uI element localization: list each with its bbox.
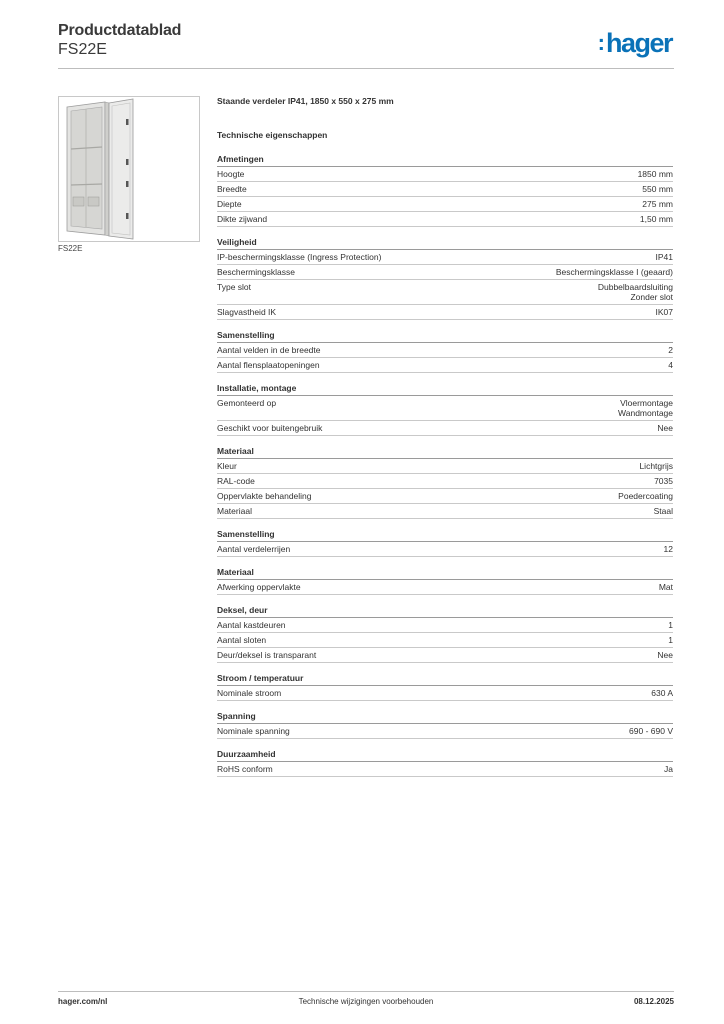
property-section bbox=[217, 749, 673, 777]
property-row bbox=[217, 280, 673, 305]
section-title: Afmetingen bbox=[217, 154, 673, 167]
property-row bbox=[217, 197, 673, 212]
property-row bbox=[217, 421, 673, 436]
property-label: Geschikt voor buitengebruik bbox=[217, 423, 323, 433]
header-divider bbox=[58, 68, 674, 69]
property-row bbox=[217, 305, 673, 320]
property-row bbox=[217, 358, 673, 373]
property-section bbox=[217, 383, 673, 436]
property-section bbox=[217, 330, 673, 373]
section-title: Veiligheid bbox=[217, 237, 673, 250]
property-value: 4 bbox=[668, 360, 673, 370]
property-row bbox=[217, 343, 673, 358]
property-label: RAL-code bbox=[217, 476, 255, 486]
property-value: 550 mm bbox=[642, 184, 673, 194]
property-section bbox=[217, 711, 673, 739]
property-value: 12 bbox=[663, 544, 673, 554]
logo-text: hager bbox=[605, 28, 672, 58]
section-title: Stroom / temperatuur bbox=[217, 673, 673, 686]
property-label: Afwerking oppervlakte bbox=[217, 582, 301, 592]
property-label: RoHS conform bbox=[217, 764, 273, 774]
property-value: 690 - 690 V bbox=[629, 726, 673, 736]
property-label: Breedte bbox=[217, 184, 247, 194]
property-row bbox=[217, 250, 673, 265]
property-row bbox=[217, 182, 673, 197]
property-value: Nee bbox=[657, 650, 673, 660]
property-value: 630 A bbox=[651, 688, 673, 698]
property-row bbox=[217, 633, 673, 648]
property-label: Nominale spanning bbox=[217, 726, 290, 736]
footer-divider bbox=[58, 991, 674, 992]
property-section bbox=[217, 567, 673, 595]
property-row bbox=[217, 489, 673, 504]
properties-sections bbox=[217, 154, 673, 777]
property-label: Deur/deksel is transparant bbox=[217, 650, 317, 660]
property-row bbox=[217, 648, 673, 663]
property-row bbox=[217, 504, 673, 519]
product-code: FS22E bbox=[58, 41, 107, 58]
document-title: Productdatablad bbox=[58, 22, 182, 39]
cabinet-illustration bbox=[59, 97, 199, 241]
property-label: Slagvastheid IK bbox=[217, 307, 277, 317]
property-label: Aantal kastdeuren bbox=[217, 620, 286, 630]
property-row bbox=[217, 686, 673, 701]
property-row bbox=[217, 167, 673, 182]
property-value: 2 bbox=[668, 345, 673, 355]
property-value: Vloermontage Wandmontage bbox=[618, 398, 673, 418]
property-label: Aantal velden in de breedte bbox=[217, 345, 321, 355]
section-title: Materiaal bbox=[217, 446, 673, 459]
property-value: 1 bbox=[668, 635, 673, 645]
property-label: IP-beschermingsklasse (Ingress Protection) bbox=[217, 252, 382, 262]
property-row bbox=[217, 542, 673, 557]
property-value: Beschermingsklasse I (geaard) bbox=[555, 267, 673, 277]
section-title: Samenstelling bbox=[217, 330, 673, 343]
property-value: Dubbelbaardsluiting Zonder slot bbox=[597, 282, 673, 302]
property-label: Dikte zijwand bbox=[217, 214, 268, 224]
page-footer bbox=[58, 997, 674, 1009]
property-label: Beschermingsklasse bbox=[217, 267, 295, 277]
property-label: Kleur bbox=[217, 461, 237, 471]
property-label: Aantal verdelerrijen bbox=[217, 544, 291, 554]
property-section bbox=[217, 154, 673, 227]
property-section bbox=[217, 446, 673, 519]
property-row bbox=[217, 724, 673, 739]
property-value: 1850 mm bbox=[637, 169, 673, 179]
technical-properties-title: Technische eigenschappen bbox=[217, 130, 328, 140]
section-title: Deksel, deur bbox=[217, 605, 673, 618]
property-label: Materiaal bbox=[217, 506, 252, 516]
disclaimer-text: Technische wijzigingen voorbehouden bbox=[298, 997, 434, 1006]
property-row bbox=[217, 762, 673, 777]
page-header bbox=[58, 20, 674, 70]
property-value: 1 bbox=[668, 620, 673, 630]
section-title: Samenstelling bbox=[217, 529, 673, 542]
property-section bbox=[217, 237, 673, 320]
product-description: Staande verdeler IP41, 1850 x 550 x 275 mm bbox=[217, 96, 394, 106]
property-section bbox=[217, 605, 673, 663]
property-row bbox=[217, 212, 673, 227]
hager-logo bbox=[598, 28, 672, 60]
property-section bbox=[217, 673, 673, 701]
property-label: Type slot bbox=[217, 282, 252, 292]
property-row bbox=[217, 580, 673, 595]
property-value: 1,50 mm bbox=[639, 214, 673, 224]
property-label: Oppervlakte behandeling bbox=[217, 491, 312, 501]
section-title: Duurzaamheid bbox=[217, 749, 673, 762]
section-title: Installatie, montage bbox=[217, 383, 673, 396]
property-value: Ja bbox=[664, 764, 673, 774]
property-value: Lichtgrijs bbox=[639, 461, 673, 471]
property-section bbox=[217, 529, 673, 557]
product-content bbox=[217, 96, 673, 777]
property-value: IP41 bbox=[655, 252, 673, 262]
property-value: 275 mm bbox=[642, 199, 673, 209]
property-label: Nominale stroom bbox=[217, 688, 282, 698]
property-value: 7035 bbox=[654, 476, 673, 486]
property-label: Aantal sloten bbox=[217, 635, 267, 645]
property-row bbox=[217, 459, 673, 474]
property-label: Gemonteerd op bbox=[217, 398, 277, 408]
section-title: Materiaal bbox=[217, 567, 673, 580]
property-value: IK07 bbox=[655, 307, 673, 317]
product-image bbox=[58, 96, 200, 242]
property-label: Diepte bbox=[217, 199, 242, 209]
website-link[interactable]: hager.com/nl bbox=[58, 997, 108, 1006]
property-row bbox=[217, 396, 673, 421]
document-date: 08.12.2025 bbox=[633, 997, 674, 1006]
property-value: Mat bbox=[658, 582, 673, 592]
logo-dots: : bbox=[597, 30, 605, 55]
property-row bbox=[217, 618, 673, 633]
property-row bbox=[217, 474, 673, 489]
property-label: Hoogte bbox=[217, 169, 245, 179]
property-value: Poedercoating bbox=[618, 491, 673, 501]
image-caption: FS22E bbox=[58, 244, 83, 253]
property-value: Nee bbox=[657, 423, 673, 433]
property-value: Staal bbox=[653, 506, 673, 516]
section-title: Spanning bbox=[217, 711, 673, 724]
property-label: Aantal flensplaatopeningen bbox=[217, 360, 320, 370]
property-row bbox=[217, 265, 673, 280]
